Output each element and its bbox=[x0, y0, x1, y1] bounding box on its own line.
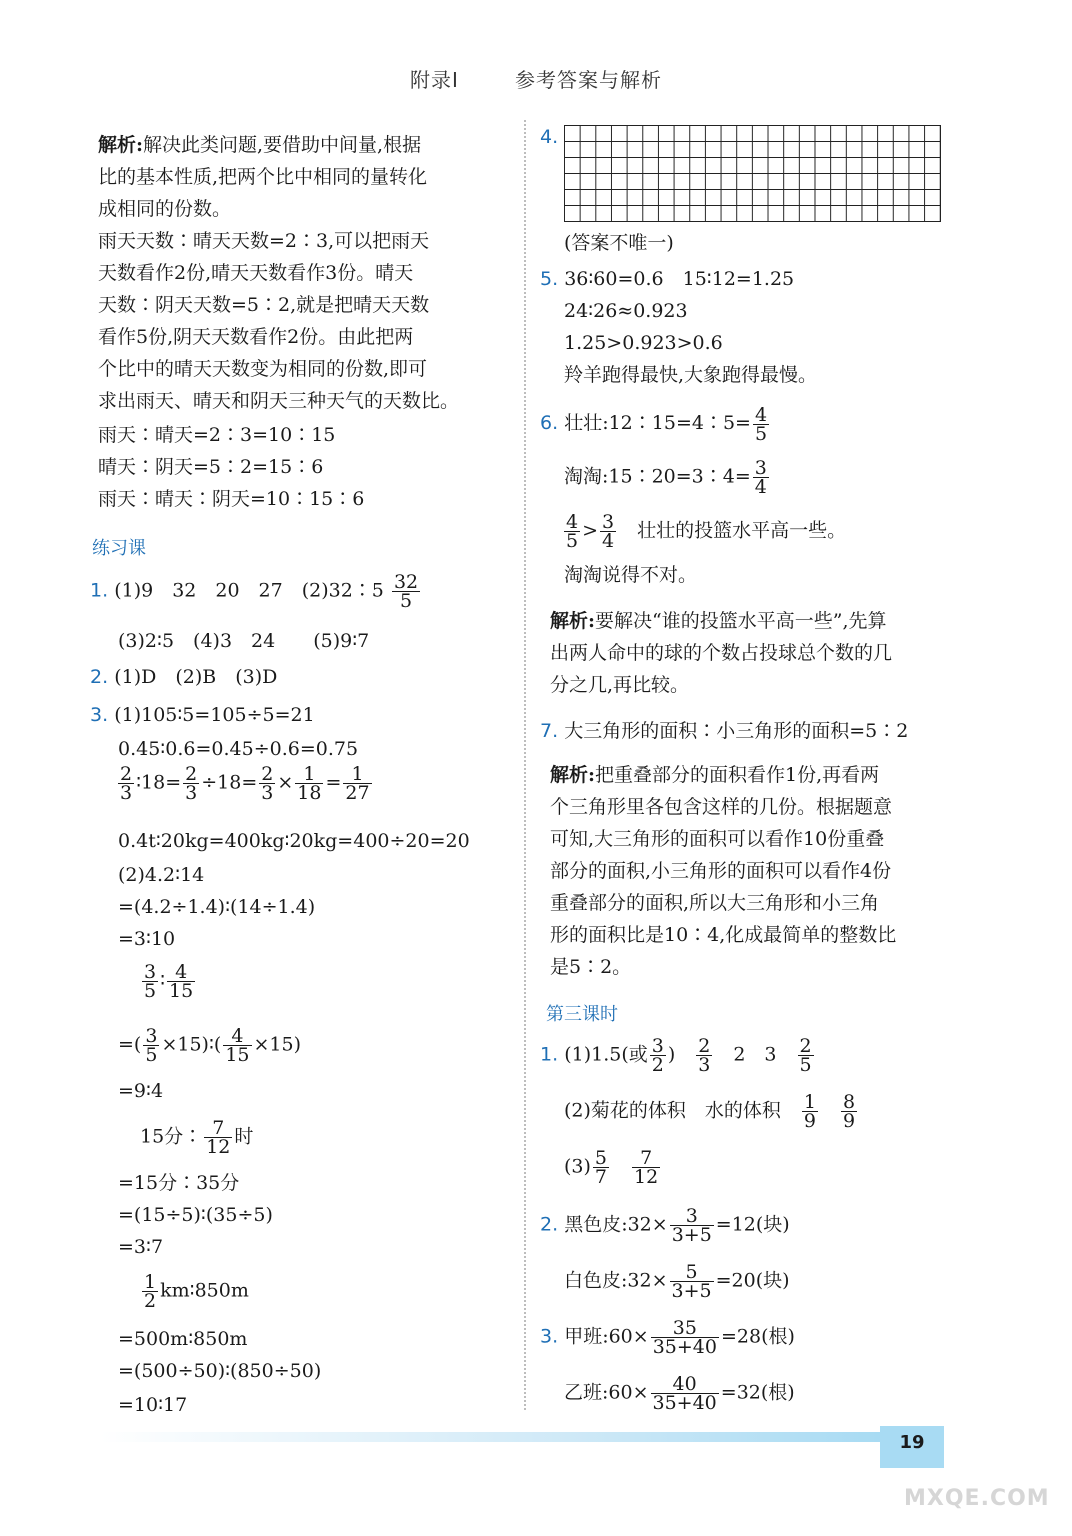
analysis-line: 分之几,再比较。 bbox=[550, 674, 690, 696]
appendix-label: 附录Ⅰ bbox=[410, 68, 459, 92]
analysis-line: 成相同的份数。 bbox=[98, 198, 232, 220]
body-line: 雨天∶晴天∶阴天=10∶15∶6 bbox=[98, 488, 365, 510]
question-3-line: 0.4t∶20kg=400kg∶20kg=400÷20=20 bbox=[118, 830, 470, 852]
answer-grid bbox=[564, 125, 941, 222]
question-3-line: =500m∶850m bbox=[118, 1328, 248, 1350]
question-3-fraction-line: $\frac{1}{2}$ km∶850m bbox=[144, 1271, 249, 1312]
page-header bbox=[0, 64, 1072, 93]
analysis-line: 解析:解决此类问题,要借助中间量,根据 bbox=[98, 134, 422, 156]
question-6-line: 淘淘说得不对。 bbox=[564, 564, 698, 586]
body-line: 晴天∶阴天=5∶2=15∶6 bbox=[98, 456, 324, 478]
body-line: 天数看作2份,晴天天数看作3份。晴天 bbox=[98, 262, 414, 284]
question-5-line: 1.25>0.923>0.6 bbox=[564, 332, 723, 354]
lesson3-question-1-line: (3) $\frac{5}{7}$ $\frac{7}{12}$ bbox=[564, 1147, 659, 1188]
watermark: MXQE.COM bbox=[904, 1486, 1050, 1511]
analysis-line: 解析:把重叠部分的面积看作1份,再看两 bbox=[550, 764, 880, 786]
body-line: 看作5份,阴天天数看作2份。由此把两 bbox=[98, 326, 414, 348]
analysis-line: 比的基本性质,把两个比中相同的量转化 bbox=[98, 166, 428, 188]
question-7: 7. 大三角形的面积∶小三角形的面积=5∶2 bbox=[540, 720, 909, 742]
body-line: 雨天∶晴天=2∶3=10∶15 bbox=[98, 424, 336, 446]
body-line: 天数∶阴天天数=5∶2,就是把晴天天数 bbox=[98, 294, 430, 316]
lesson3-question-2-line: 白色皮:32× $\frac{5}{3+5}$ =20(块) bbox=[564, 1261, 790, 1302]
question-3-line: =3∶7 bbox=[118, 1236, 164, 1258]
question-3-fraction-line: $\frac{2}{3}$ ∶18= $\frac{2}{3}$ ÷18= $\frac{2}{3}$ × $\frac{1}{18}$ = $\frac{1}{27}$ bbox=[120, 763, 370, 804]
analysis-line: 部分的面积,小三角形的面积可以看作4份 bbox=[550, 860, 892, 882]
question-3-fraction-line: $\frac{3}{5}$ ∶ $\frac{4}{15}$ bbox=[144, 961, 194, 1002]
analysis-line: 解析:要解决“谁的投篮水平高一些”,先算 bbox=[550, 610, 887, 632]
question-3-line: =15分∶35分 bbox=[118, 1172, 240, 1194]
lesson3-question-1-line: (2)菊花的体积 水的体积 $\frac{1}{9}$ $\frac{8}{9}$ bbox=[564, 1091, 856, 1132]
question-5-line: 羚羊跑得最快,大象跑得最慢。 bbox=[564, 364, 818, 386]
lesson3-question-2: 2. 黑色皮:32× $\frac{3}{3+5}$ =12(块) bbox=[540, 1205, 790, 1246]
question-3-line: =(4.2÷1.4)∶(14÷1.4) bbox=[118, 896, 316, 918]
section-title: 练习课 bbox=[92, 538, 146, 559]
analysis-line: 出两人命中的球的个数占投球总个数的几 bbox=[550, 642, 893, 664]
header-title: 参考答案与解析 bbox=[514, 68, 662, 92]
question-3-line: =10∶17 bbox=[118, 1394, 188, 1416]
question-3-fraction-line: 15分∶ $\frac{7}{12}$ 时 bbox=[140, 1117, 254, 1158]
analysis-line: 个三角形里各包含这样的几份。根据题意 bbox=[550, 796, 893, 818]
question-4-number: 4. bbox=[540, 126, 559, 148]
column-divider bbox=[524, 120, 526, 1410]
section-title: 第三课时 bbox=[546, 1004, 618, 1025]
question-6-line: 淘淘:15∶20=3∶4= $\frac{3}{4}$ bbox=[564, 457, 767, 498]
analysis-line: 重叠部分的面积,所以大三角形和小三角 bbox=[550, 892, 880, 914]
question-6-line: $\frac{4}{5}$ > $\frac{3}{4}$ 壮壮的投篮水平高一些。 bbox=[566, 511, 847, 552]
question-1: 1. (1)9 32 20 27 (2)32∶5 $\frac{32}{5}$ bbox=[90, 571, 419, 612]
question-3-line: (2)4.2∶14 bbox=[118, 864, 205, 886]
question-4-note: (答案不唯一) bbox=[564, 232, 674, 254]
question-5-line: 5. 36∶60=0.6 15∶12=1.25 bbox=[540, 268, 795, 290]
analysis-line: 是5∶2。 bbox=[550, 956, 632, 978]
footer-band bbox=[100, 1432, 880, 1442]
question-2: 2. (1)D (2)B (3)D bbox=[90, 666, 278, 688]
question-1-line2: (3)2∶5 (4)3 24 (5)9∶7 bbox=[118, 630, 370, 652]
lesson3-question-3-line: 乙班:60× $\frac{40}{35+40}$ =32(根) bbox=[564, 1373, 795, 1414]
lesson3-question-3: 3. 甲班:60× $\frac{35}{35+40}$ =28(根) bbox=[540, 1317, 795, 1358]
question-3-line: 3. (1)105∶5=105÷5=21 bbox=[90, 704, 315, 726]
question-6-line: 6. 壮壮:12∶15=4∶5= $\frac{4}{5}$ bbox=[540, 403, 768, 445]
page-number: 19 bbox=[880, 1426, 944, 1468]
question-3-line: =3∶10 bbox=[118, 928, 176, 950]
question-3-fraction-line: =( $\frac{3}{5}$ ×15)∶( $\frac{4}{15}$ ×15) bbox=[118, 1025, 302, 1066]
body-line: 雨天天数∶晴天天数=2∶3,可以把雨天 bbox=[98, 230, 430, 252]
fraction: $\frac{32}{5}$ bbox=[393, 571, 419, 612]
question-3-line: =(15÷5)∶(35÷5) bbox=[118, 1204, 273, 1226]
question-5-line: 24∶26≈0.923 bbox=[564, 300, 688, 322]
analysis-line: 形的面积比是10∶4,化成最简单的整数比 bbox=[550, 924, 897, 946]
question-3-line: 0.45∶0.6=0.45÷0.6=0.75 bbox=[118, 738, 359, 760]
question-3-line: =9∶4 bbox=[118, 1080, 164, 1102]
analysis-line: 可知,大三角形的面积可以看作10份重叠 bbox=[550, 828, 885, 850]
body-line: 求出雨天、晴天和阴天三种天气的天数比。 bbox=[98, 390, 460, 412]
lesson3-question-1: 1. (1)1.5(或 $\frac{3}{2}$ ) $\frac{2}{3}$ 2 3 $\frac{2}{5}$ bbox=[540, 1035, 812, 1076]
question-3-line: =(500÷50)∶(850÷50) bbox=[118, 1360, 322, 1382]
body-line: 个比中的晴天天数变为相同的份数,即可 bbox=[98, 358, 428, 380]
